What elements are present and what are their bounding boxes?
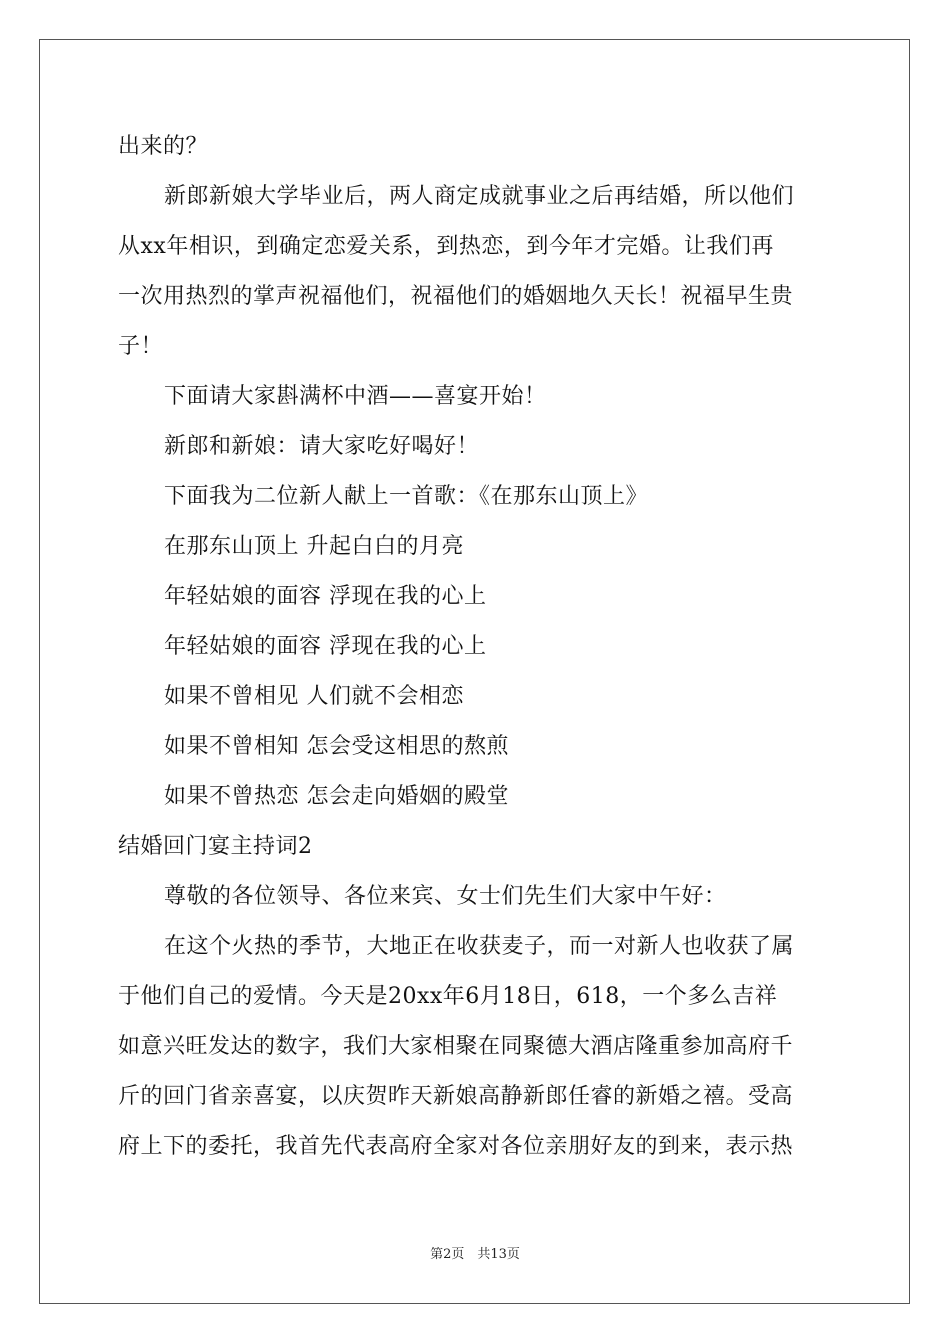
song-lyric-line: 年轻姑娘的面容 浮现在我的心上 (164, 584, 487, 609)
text-line: 在这个火热的季节，大地正在收获麦子，而一对新人也收获了属 (164, 934, 795, 959)
text-line: 下面请大家斟满杯中酒——喜宴开始！ (164, 384, 547, 409)
song-lyric-line: 在那东山顶上 升起白白的月亮 (164, 534, 464, 559)
song-lyric-line: 年轻姑娘的面容 浮现在我的心上 (164, 634, 487, 659)
text-line: 斤的回门省亲喜宴，以庆贺昨天新娘高静新郎任睿的新婚之禧。受高 (118, 1084, 794, 1109)
text-line: 子！ (118, 334, 164, 359)
text-line: 一次用热烈的掌声祝福他们，祝福他们的婚姻地久天长！祝福早生贵 (118, 284, 794, 309)
song-lyric-line: 如果不曾相见 人们就不会相恋 (164, 684, 464, 709)
text-line: 于他们自己的爱情。今天是20xx年6月18日，618，一个多么吉祥 (118, 984, 778, 1009)
greeting-line: 尊敬的各位领导、各位来宾、女士们先生们大家中午好： (164, 884, 727, 909)
document-body (118, 122, 834, 1172)
text-line: 从xx年相识，到确定恋爱关系，到热恋，到今年才完婚。让我们再 (118, 234, 774, 259)
text-line: 下面我为二位新人献上一首歌：《在那东山顶上》 (164, 484, 649, 509)
song-lyric-line: 如果不曾相知 怎会受这相思的熬煎 (164, 734, 509, 759)
text-line: 新郎新娘大学毕业后，两人商定成就事业之后再结婚，所以他们 (164, 184, 795, 209)
section-heading: 结婚回门宴主持词2 (118, 834, 313, 859)
text-line: 新郎和新娘：请大家吃好喝好！ (164, 434, 480, 459)
song-lyric-line: 如果不曾热恋 怎会走向婚姻的殿堂 (164, 784, 509, 809)
text-line: 如意兴旺发达的数字，我们大家相聚在同聚德大酒店隆重参加高府千 (118, 1034, 794, 1059)
text-line: 府上下的委托，我首先代表高府全家对各位亲朋好友的到来，表示热 (118, 1134, 794, 1159)
page-number-footer: 第2页 共13页 (430, 1247, 520, 1262)
text-line: 出来的？ (118, 134, 209, 159)
